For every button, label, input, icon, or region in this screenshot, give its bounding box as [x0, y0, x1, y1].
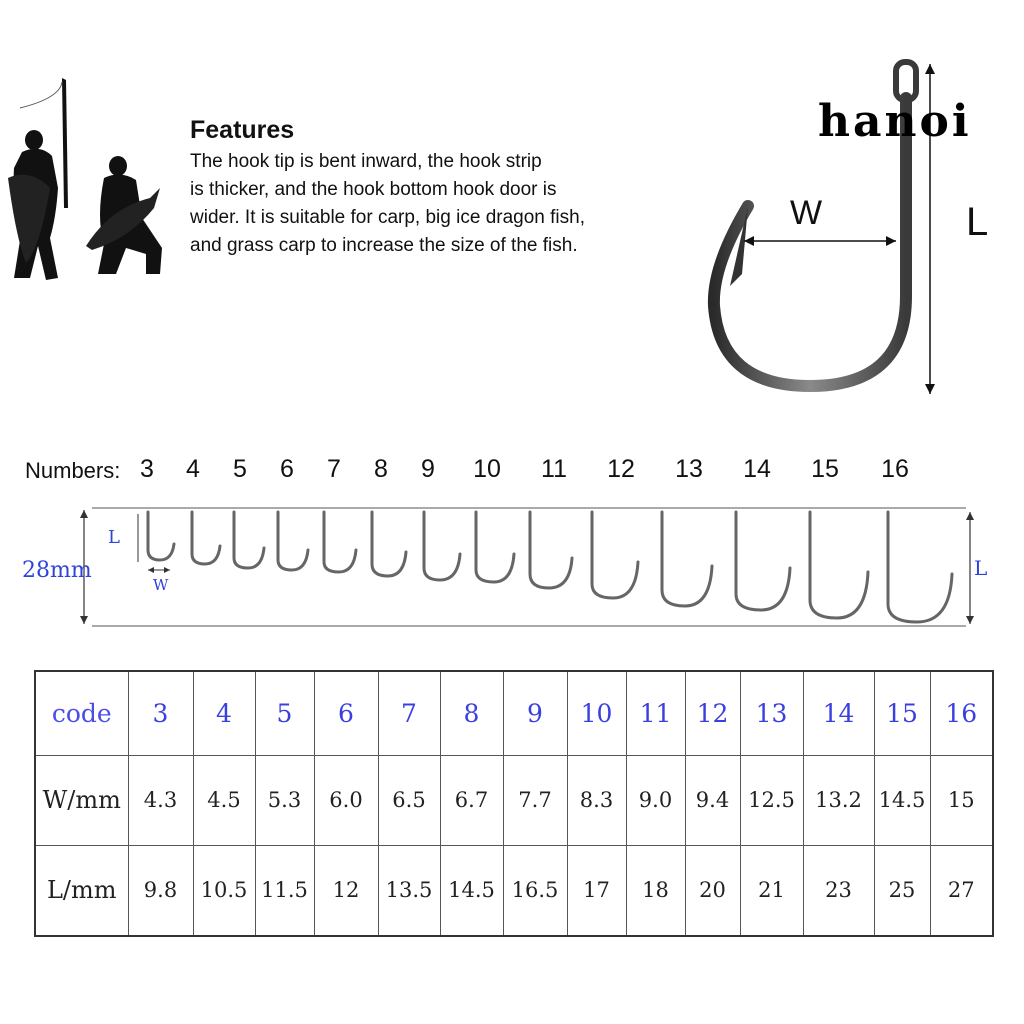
- width-cell: 13.2: [803, 755, 874, 845]
- hook-8-icon: [372, 512, 406, 576]
- length-cell: 13.5: [378, 845, 440, 936]
- code-cell: 11: [626, 671, 685, 755]
- length-row: [35, 845, 993, 936]
- size-number: 9: [421, 455, 435, 483]
- size-number: 7: [327, 455, 341, 483]
- hook-15-icon: [810, 512, 868, 618]
- code-cell: 8: [440, 671, 503, 755]
- hook-size-strip: [0, 500, 1024, 634]
- size-number: 5: [233, 455, 247, 483]
- size-number: 6: [280, 455, 294, 483]
- width-cell: 5.3: [255, 755, 314, 845]
- length-row-header: L/mm: [35, 845, 128, 936]
- length-cell: 27: [930, 845, 993, 936]
- code-cell: 14: [803, 671, 874, 755]
- hook-9-icon: [424, 512, 460, 580]
- code-cell: 10: [567, 671, 626, 755]
- hook-11-icon: [530, 512, 572, 588]
- length-cell: 17: [567, 845, 626, 936]
- code-cell: 7: [378, 671, 440, 755]
- width-cell: 15: [930, 755, 993, 845]
- length-cell: 23: [803, 845, 874, 936]
- hook-4-icon: [192, 512, 220, 564]
- fisherman-kneeling-icon: [86, 156, 162, 274]
- strip-length-label-right: L: [974, 556, 988, 580]
- size-spec-table: [34, 670, 994, 937]
- small-hooks: [148, 512, 952, 622]
- hook-16-icon: [888, 512, 952, 622]
- features-line: and grass carp to increase the size of the fish.: [190, 235, 578, 256]
- width-cell: 9.0: [626, 755, 685, 845]
- strip-height-label: 28mm: [22, 558, 92, 583]
- length-cell: 21: [740, 845, 803, 936]
- hook-12-icon: [592, 512, 638, 598]
- width-cell: 12.5: [740, 755, 803, 845]
- length-cell: 25: [874, 845, 930, 936]
- hook-14-icon: [736, 512, 790, 610]
- width-cell: 6.0: [314, 755, 378, 845]
- width-cell: 14.5: [874, 755, 930, 845]
- hook-13-icon: [662, 512, 712, 606]
- code-cell: 9: [503, 671, 567, 755]
- width-cell: 4.3: [128, 755, 193, 845]
- length-cell: 9.8: [128, 845, 193, 936]
- brand-logo: hanoi: [818, 96, 972, 147]
- size-number: 11: [541, 455, 567, 483]
- size-number: 10: [473, 455, 501, 483]
- size-number: 8: [374, 455, 388, 483]
- features-description: [190, 148, 585, 260]
- code-cell: 12: [685, 671, 740, 755]
- hook-6-icon: [278, 512, 308, 570]
- width-cell: 4.5: [193, 755, 255, 845]
- code-cell: 6: [314, 671, 378, 755]
- width-row: [35, 755, 993, 845]
- length-cell: 12: [314, 845, 378, 936]
- features-line: wider. It is suitable for carp, big ice dragon fish,: [190, 207, 585, 228]
- size-number: 3: [140, 455, 154, 483]
- fisherman-standing-icon: [8, 78, 68, 280]
- features-line: The hook tip is bent inward, the hook strip: [190, 151, 542, 172]
- features-title: Features: [190, 116, 295, 144]
- code-cell: 3: [128, 671, 193, 755]
- hook-7-icon: [324, 512, 356, 572]
- strip-length-label-left: L: [108, 527, 120, 548]
- length-cell: 14.5: [440, 845, 503, 936]
- hook-3-icon: [148, 512, 174, 560]
- size-number: 16: [881, 455, 909, 483]
- length-cell: 11.5: [255, 845, 314, 936]
- length-cell: 20: [685, 845, 740, 936]
- width-cell: 8.3: [567, 755, 626, 845]
- code-cell: 4: [193, 671, 255, 755]
- size-number: 13: [675, 455, 703, 483]
- width-cell: 9.4: [685, 755, 740, 845]
- hook-10-icon: [476, 512, 514, 582]
- size-number: 15: [811, 455, 839, 483]
- length-label: L: [966, 200, 989, 244]
- code-cell: 5: [255, 671, 314, 755]
- length-cell: 10.5: [193, 845, 255, 936]
- size-number: 4: [186, 455, 200, 483]
- width-cell: 7.7: [503, 755, 567, 845]
- width-row-header: W/mm: [35, 755, 128, 845]
- code-header: code: [35, 671, 128, 755]
- width-cell: 6.5: [378, 755, 440, 845]
- fisherman-silhouettes: [0, 78, 170, 308]
- code-cell: 16: [930, 671, 993, 755]
- numbers-label: Numbers:: [25, 458, 121, 483]
- size-number: 12: [607, 455, 635, 483]
- width-cell: 6.7: [440, 755, 503, 845]
- length-cell: 18: [626, 845, 685, 936]
- code-cell: 13: [740, 671, 803, 755]
- features-line: is thicker, and the hook bottom hook door is: [190, 179, 557, 200]
- length-cell: 16.5: [503, 845, 567, 936]
- strip-width-label: W: [153, 576, 169, 594]
- code-row: [35, 671, 993, 755]
- hook-5-icon: [234, 512, 264, 568]
- size-number: 14: [743, 455, 771, 483]
- width-label: W: [790, 194, 823, 232]
- code-cell: 15: [874, 671, 930, 755]
